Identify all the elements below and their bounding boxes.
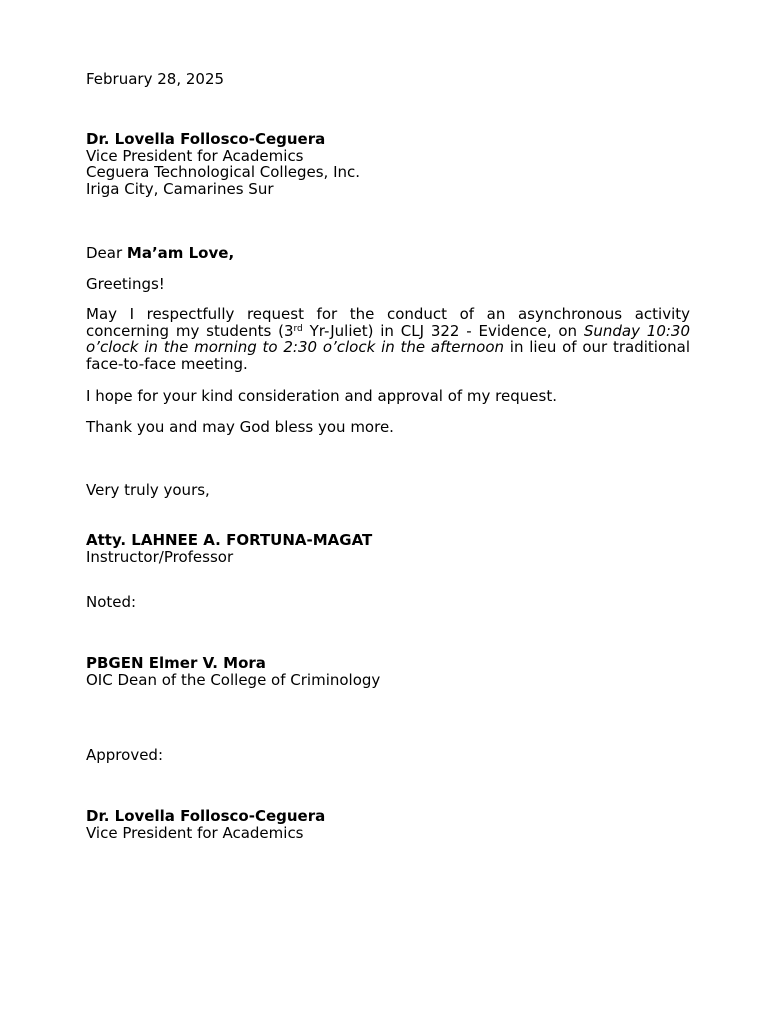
recipient-institution: Ceguera Technological Colleges, Inc. — [86, 163, 361, 181]
noted-title: OIC Dean of the College of Criminology — [86, 670, 381, 689]
body-paragraph-hope — [86, 388, 690, 405]
noted-label — [86, 594, 690, 611]
noted-signatory-block — [86, 655, 690, 688]
body-paragraph-thanks — [86, 419, 690, 436]
recipient-block — [86, 131, 690, 197]
salutation — [86, 245, 690, 262]
request-text-part1: May I respectfully request for the conduct of an asynchronous activity concerning my students (3 — [86, 305, 690, 340]
signatory-name: Atty. LAHNEE A. FORTUNA-MAGAT — [86, 531, 373, 549]
noted-name: PBGEN Elmer V. Mora — [86, 654, 266, 672]
request-text-part2: Yr-Juliet) in CLJ 322 - Evidence, on — [302, 321, 584, 340]
closing-text: Very truly yours, — [86, 481, 210, 499]
salutation-name: Ma’am Love, — [126, 244, 235, 262]
hope-text: I hope for your kind consideration and approval of my request. — [86, 387, 557, 405]
salutation-prefix: Dear — [86, 244, 127, 262]
recipient-address: Iriga City, Camarines Sur — [86, 179, 274, 198]
letter-date — [86, 71, 690, 88]
thanks-text: Thank you and may God bless you more. — [86, 418, 394, 436]
signatory-title: Instructor/Professor — [86, 547, 234, 566]
approved-title: Vice President for Academics — [86, 823, 304, 842]
greeting — [86, 276, 690, 293]
greeting-text: Greetings! — [86, 275, 165, 293]
approved-label — [86, 747, 690, 764]
ordinal-superscript: rd — [293, 323, 303, 334]
approved-label-text: Approved: — [86, 746, 163, 764]
approved-signatory-block — [86, 808, 690, 841]
recipient-title: Vice President for Academics — [86, 146, 304, 165]
request-text-part3: in lieu of our traditional face-to-face meeting. — [86, 338, 690, 373]
noted-label-text: Noted: — [86, 593, 137, 611]
request-schedule: Sunday 10:30 o’clock in the morning to 2:30 o’clock in the afternoon — [86, 321, 691, 356]
signatory-block — [86, 532, 690, 565]
date-text: February 28, 2025 — [86, 70, 225, 88]
approved-name: Dr. Lovella Follosco-Ceguera — [86, 807, 326, 825]
body-paragraph-request — [86, 306, 690, 372]
closing — [86, 482, 690, 499]
recipient-name: Dr. Lovella Follosco-Ceguera — [86, 130, 326, 148]
